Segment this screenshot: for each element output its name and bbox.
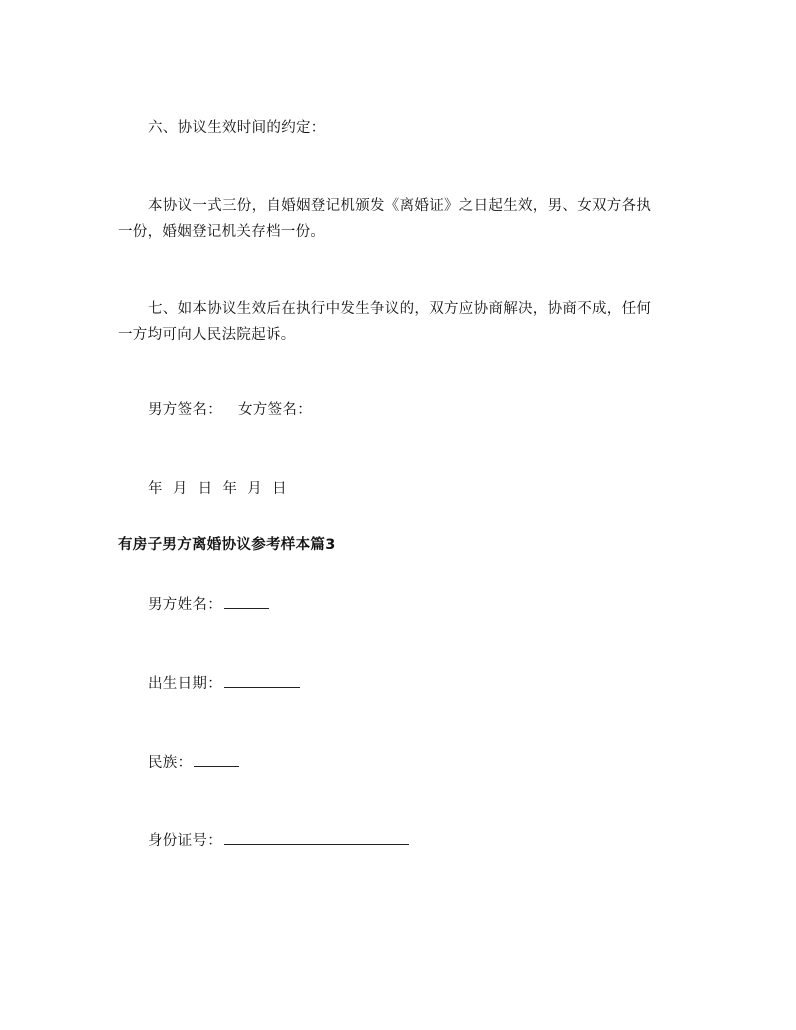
section-7-line-2: 一方均可向人民法院起诉。 xyxy=(118,327,296,343)
section-6-body-line-1: 本协议一式三份，自婚姻登记机颁发《离婚证》之日起生效，男、女双方各执 xyxy=(148,198,652,214)
id-number-blank xyxy=(224,829,409,845)
id-number-label: 身份证号： xyxy=(148,833,222,849)
male-signature-label: 男方签名： xyxy=(148,402,222,418)
date-year-1: 年 xyxy=(148,481,163,497)
section-6-title: 六、协议生效时间的约定： xyxy=(148,120,326,136)
id-number-row xyxy=(118,828,718,854)
signature-row xyxy=(118,397,718,423)
birth-date-row xyxy=(118,671,718,697)
section-6-body-line-2: 一份，婚姻登记机关存档一份。 xyxy=(118,224,326,240)
birth-date-label: 出生日期： xyxy=(148,676,222,692)
section-7-line-1: 七、如本协议生效后在执行中发生争议的，双方应协商解决，协商不成，任何 xyxy=(148,301,652,317)
date-year-2: 年 xyxy=(222,481,238,497)
date-row xyxy=(118,476,718,502)
date-day-1: 日 xyxy=(197,481,213,497)
date-day-2: 日 xyxy=(272,481,287,497)
birth-date-blank xyxy=(224,672,300,688)
date-month-2: 月 xyxy=(247,481,263,497)
male-name-blank xyxy=(224,593,269,609)
ethnicity-row xyxy=(118,750,718,776)
ethnicity-label: 民族： xyxy=(148,755,193,771)
male-name-row xyxy=(118,592,718,618)
male-name-label: 男方姓名： xyxy=(148,597,222,613)
date-month-1: 月 xyxy=(172,481,188,497)
article-3-heading: 有房子男方离婚协议参考样本篇3 xyxy=(118,537,336,553)
female-signature-label: 女方签名： xyxy=(238,402,312,418)
ethnicity-blank xyxy=(194,751,239,767)
